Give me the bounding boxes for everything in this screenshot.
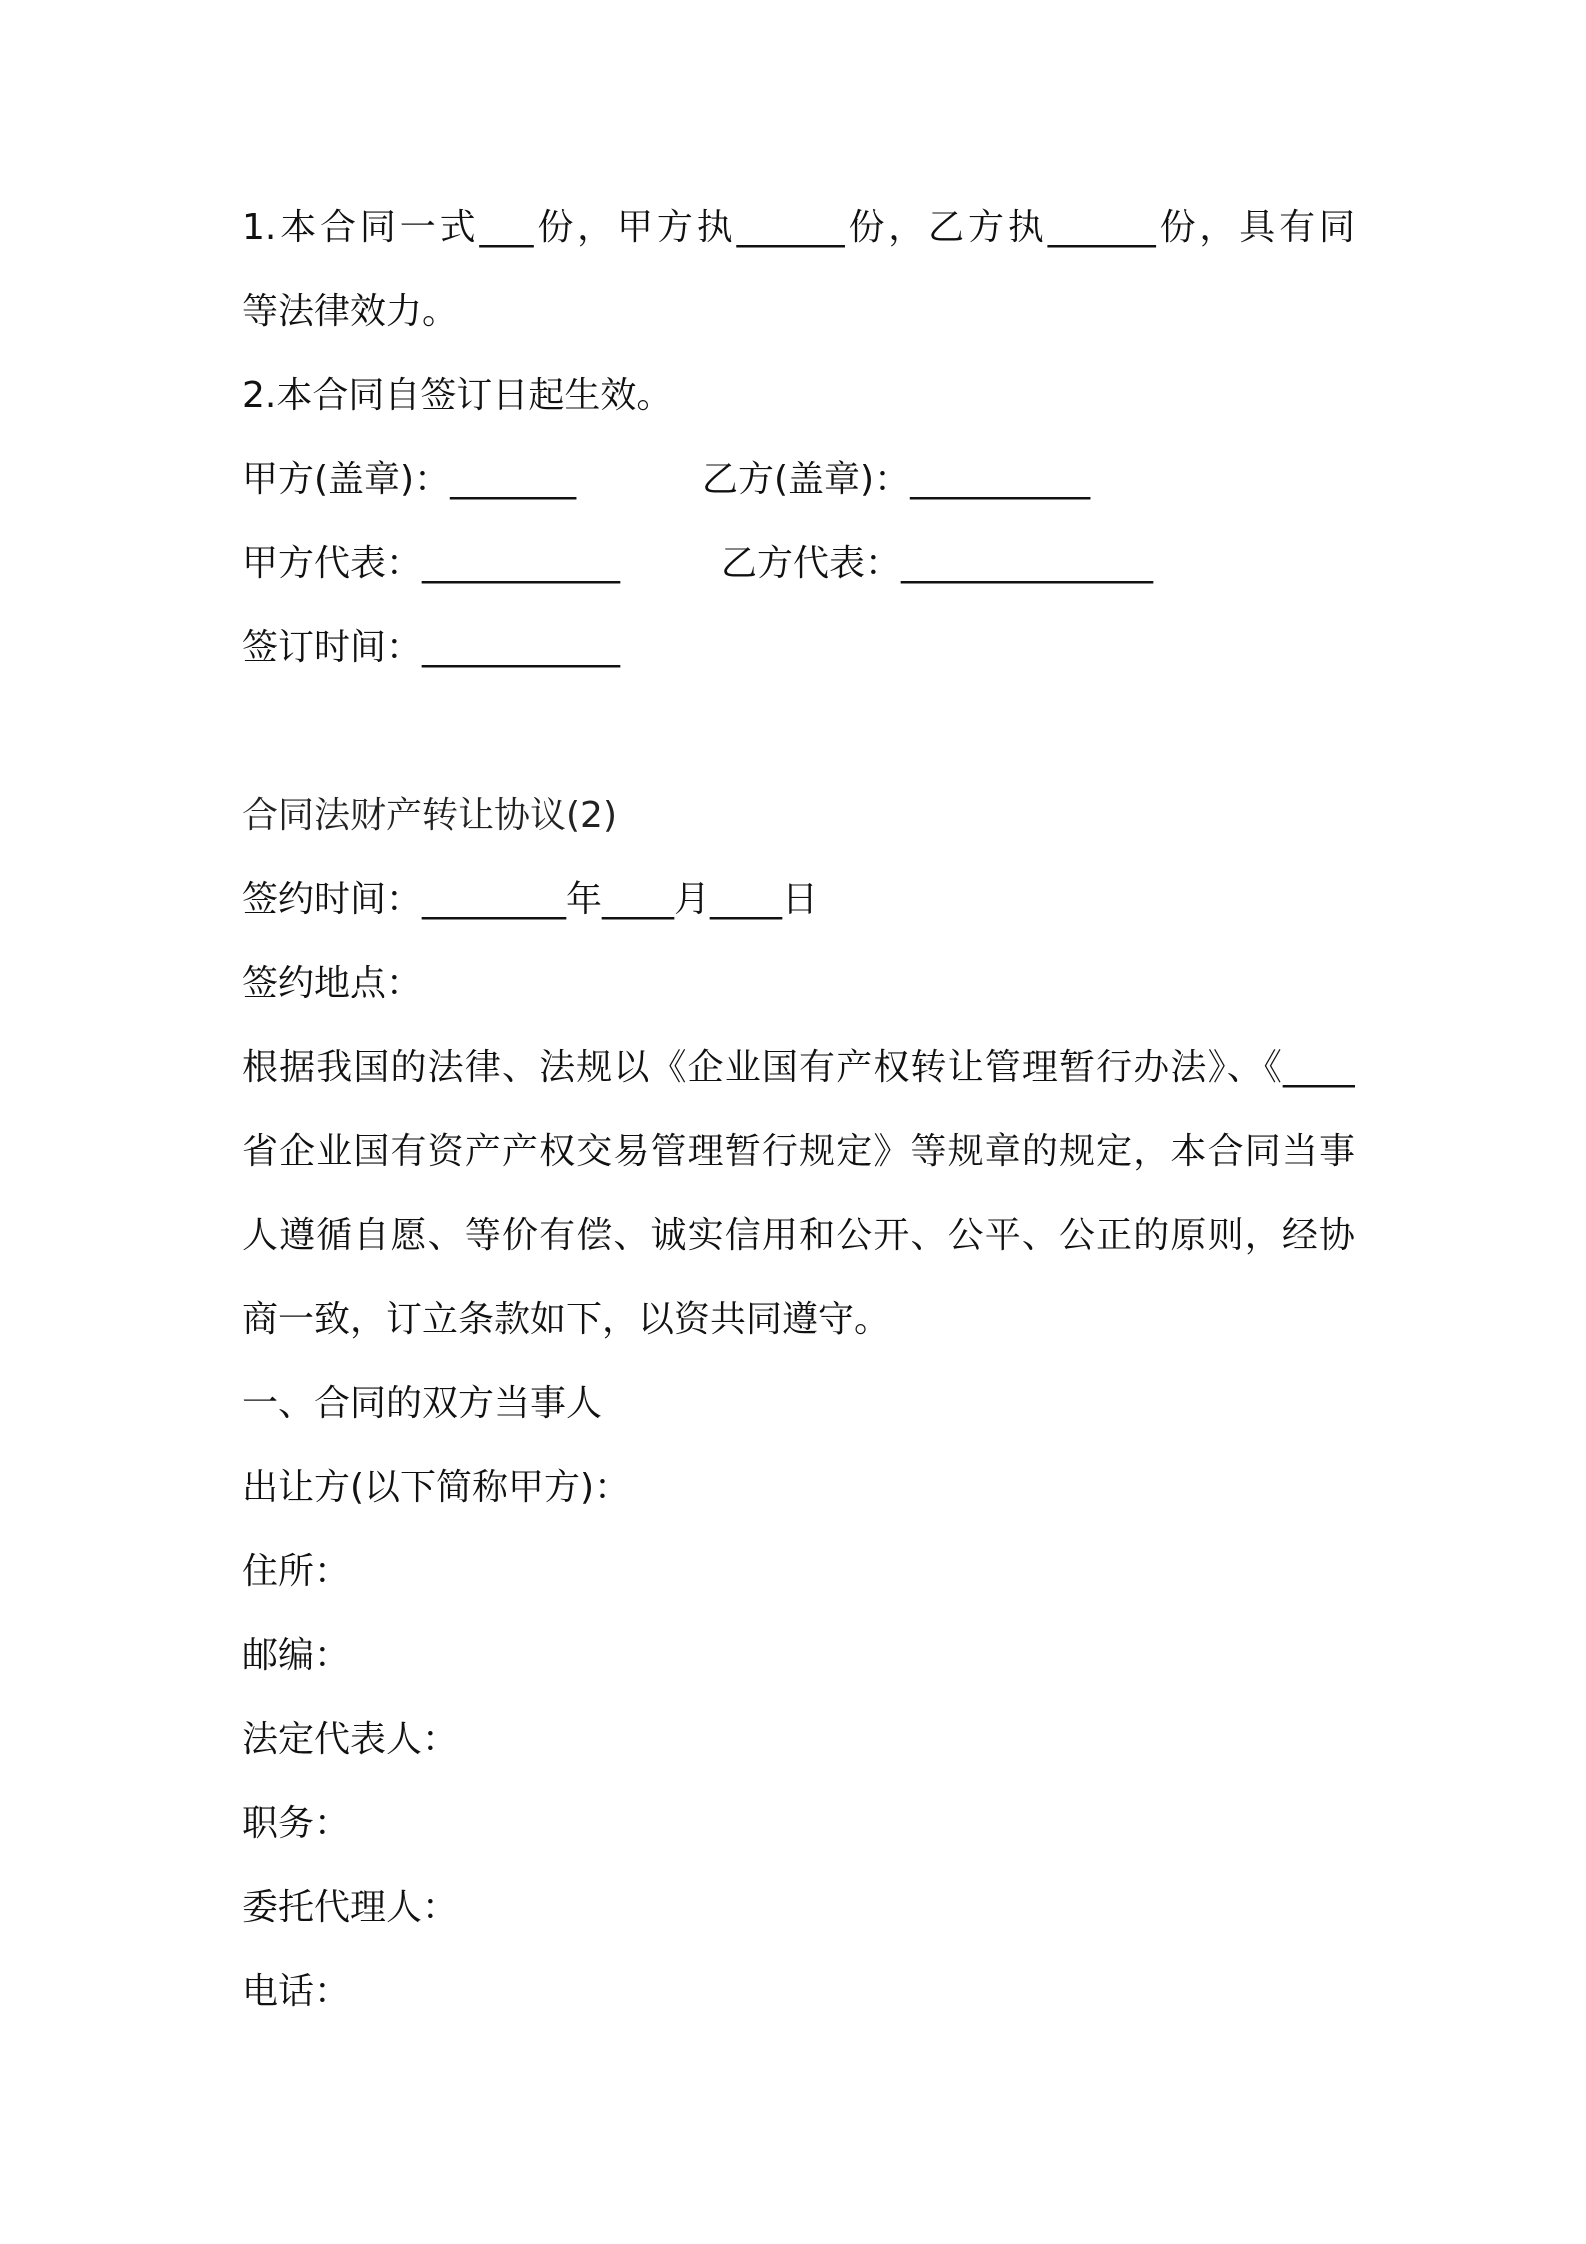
clause-line: 等法律效力。	[242, 291, 459, 332]
preamble-line: 省企业国有资产产权交易管理暂行规定》等规章的规定，本合同当事	[242, 1131, 1355, 1172]
sign-date-field: 签订时间：___________	[242, 627, 621, 668]
transferor-field-authorized-agent: 委托代理人：	[242, 1887, 459, 1928]
transferor-field-postcode: 邮编：	[242, 1635, 351, 1676]
transferor-heading: 出让方(以下简称甲方)：	[242, 1467, 631, 1508]
signing-place-field: 签约地点：	[242, 963, 423, 1004]
spacer	[242, 690, 1355, 774]
clause-line: 2.本合同自签订日起生效。	[242, 375, 673, 416]
preamble-line: 人遵循自愿、等价有偿、诚实信用和公开、公平、公正的原则，经协	[242, 1215, 1355, 1256]
seal-signature-row	[242, 438, 1355, 522]
signing-time-field: 签约时间：________年____月____日	[242, 879, 819, 920]
transferor-field-legal-representative: 法定代表人：	[242, 1719, 459, 1760]
party-b-seal-field: 乙方(盖章)：__________	[702, 459, 1091, 500]
party-a-representative-field: 甲方代表：___________	[242, 543, 621, 584]
preamble-line: 商一致，订立条款如下，以资共同遵守。	[242, 1299, 891, 1340]
transferor-field-address: 住所：	[242, 1551, 351, 1592]
transferor-field-phone: 电话：	[242, 1971, 351, 2012]
section-heading: 一、合同的双方当事人	[242, 1383, 603, 1424]
preamble-line: 根据我国的法律、法规以《企业国有产权转让管理暂行办法》、《____	[242, 1047, 1355, 1088]
clause-line: 1.本合同一式___份，甲方执______份，乙方执______份，具有同	[242, 207, 1355, 248]
document-page	[242, 186, 1355, 2034]
representative-signature-row	[242, 522, 1355, 606]
party-a-seal-field: 甲方(盖章)：_______	[242, 459, 577, 500]
agreement-title: 合同法财产转让协议(2)	[242, 795, 617, 836]
party-b-representative-field: 乙方代表：______________	[721, 543, 1154, 584]
transferor-field-position: 职务：	[242, 1803, 351, 1844]
